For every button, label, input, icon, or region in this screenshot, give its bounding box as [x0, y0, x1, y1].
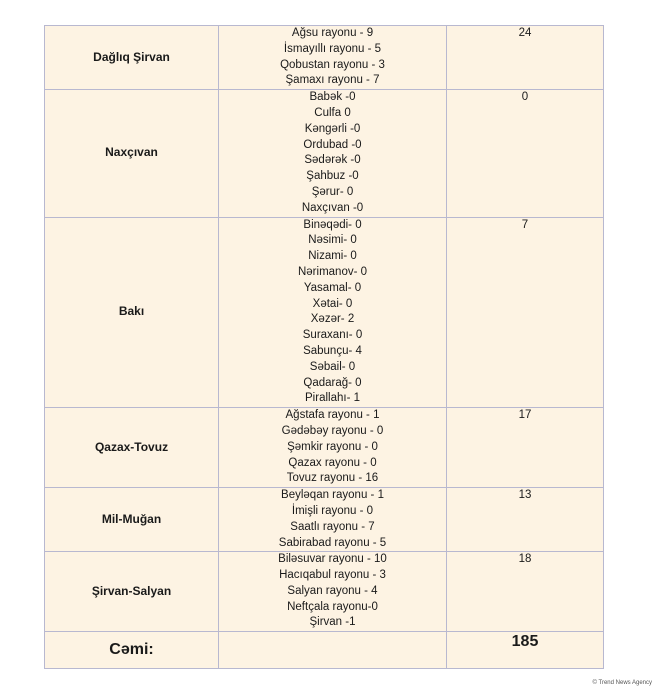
region-name: Qazax-Tovuz	[45, 408, 219, 488]
region-name: Mil-Muğan	[45, 488, 219, 552]
district-item: Şirvan -1	[309, 616, 356, 629]
table-body	[45, 26, 604, 632]
district-item: Şərur- 0	[311, 185, 354, 198]
district-item: Qobustan rayonu - 3	[280, 58, 385, 71]
total-label: Cəmi:	[45, 632, 219, 669]
district-item: Şəmkir rayonu - 0	[287, 440, 378, 453]
region-row	[45, 217, 604, 408]
district-item: Səbail- 0	[309, 360, 356, 373]
district-item: Gədəbəy rayonu - 0	[281, 424, 384, 437]
total-row	[45, 632, 604, 669]
district-list	[219, 217, 447, 408]
region-name: Naxçıvan	[45, 90, 219, 217]
watermark: © Trend News Agency	[592, 680, 652, 686]
region-row	[45, 488, 604, 552]
district-item: Culfa 0	[314, 106, 351, 119]
district-item: Babək -0	[309, 91, 356, 104]
district-item: Şahbuz -0	[306, 170, 359, 183]
district-item: Naxçıvan -0	[301, 201, 364, 214]
district-item: Kəngərli -0	[304, 122, 361, 135]
district-item: Hacıqabul rayonu - 3	[279, 569, 386, 582]
district-item: Xətai- 0	[312, 297, 353, 310]
region-count: 24	[447, 26, 604, 90]
region-count: 17	[447, 408, 604, 488]
region-count: 13	[447, 488, 604, 552]
district-item: İsmayıllı rayonu - 5	[283, 42, 382, 55]
district-item: Ağstafa rayonu - 1	[285, 409, 380, 422]
region-count: 18	[447, 552, 604, 632]
district-item: Nərimanov- 0	[297, 265, 368, 278]
district-item: Ağsu rayonu - 9	[291, 27, 374, 39]
district-item: Neftçala rayonu-0	[287, 600, 378, 613]
district-list	[219, 408, 447, 488]
region-row	[45, 408, 604, 488]
district-item: Ordubad -0	[303, 138, 362, 151]
district-item: Şamaxı rayonu - 7	[285, 74, 380, 87]
district-item: Qadarağ- 0	[303, 376, 362, 389]
district-item: Nəsimi- 0	[308, 234, 357, 247]
district-item: Sədərək -0	[304, 154, 361, 167]
region-name: Şirvan-Salyan	[45, 552, 219, 632]
district-item: Pirallahı- 1	[305, 392, 360, 405]
district-list	[219, 26, 447, 90]
total-empty-cell	[219, 632, 447, 669]
region-count: 0	[447, 90, 604, 217]
total-value: 185	[447, 632, 604, 669]
district-list	[219, 552, 447, 632]
region-row	[45, 552, 604, 632]
district-item: Tovuz rayonu - 16	[286, 472, 379, 485]
district-item: Qazax rayonu - 0	[288, 456, 377, 469]
region-row	[45, 26, 604, 90]
region-name: Bakı	[45, 217, 219, 408]
region-count: 7	[447, 217, 604, 408]
district-item: Sabirabad rayonu - 5	[278, 536, 387, 549]
region-name: Dağlıq Şirvan	[45, 26, 219, 90]
district-item: Nizami- 0	[308, 250, 357, 263]
district-item: Salyan rayonu - 4	[287, 584, 378, 597]
district-item: Saatlı rayonu - 7	[290, 520, 375, 533]
district-item: Beyləqan rayonu - 1	[281, 489, 384, 502]
cases-table	[44, 25, 604, 669]
district-item: Binəqədi- 0	[303, 218, 362, 231]
district-item: Yasamal- 0	[303, 281, 362, 294]
district-item: Sabunçu- 4	[303, 344, 362, 357]
district-item: İmişli rayonu - 0	[291, 504, 374, 517]
district-list	[219, 488, 447, 552]
region-row	[45, 90, 604, 217]
district-item: Biləsuvar rayonu - 10	[278, 553, 387, 566]
district-list	[219, 90, 447, 217]
district-item: Xəzər- 2	[310, 313, 355, 326]
district-item: Suraxanı- 0	[302, 329, 363, 342]
